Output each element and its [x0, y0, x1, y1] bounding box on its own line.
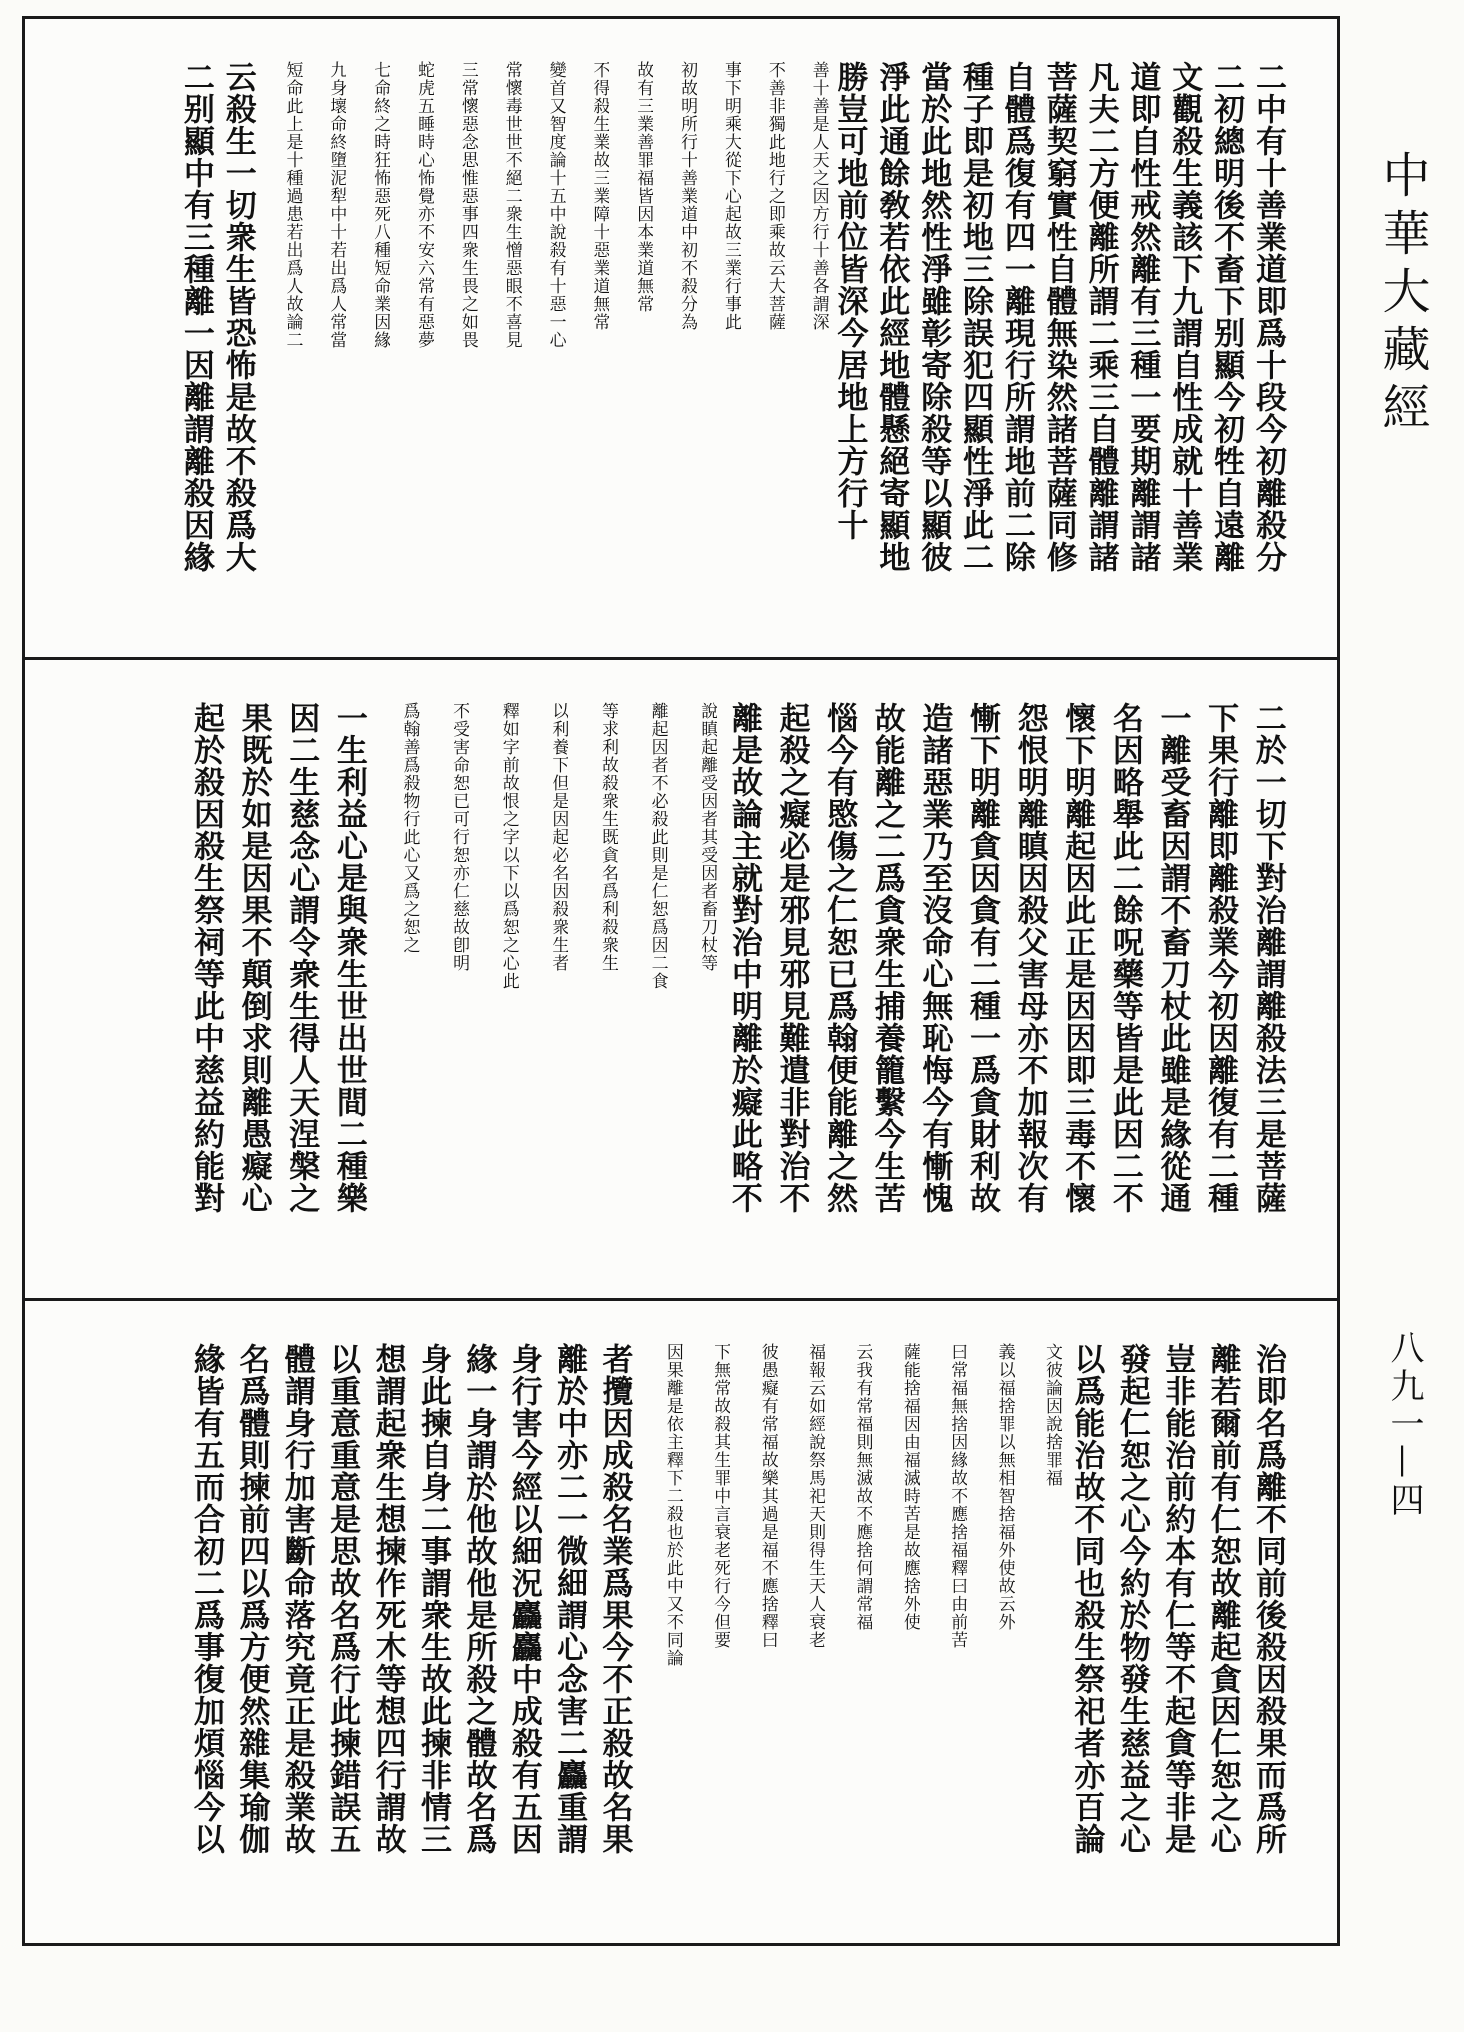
text-column: 惱今有愍傷之仁恕已爲翰便能離之然: [821, 702, 858, 1214]
commentary-column: 短命此上是十種過患若出爲人故論二: [282, 61, 303, 349]
commentary-column: 釋如字前故恨之字以下以爲恕之心此: [498, 702, 519, 990]
page-frame: [22, 16, 1340, 1946]
text-column: 一生利益心是與衆生世出世間二種樂: [330, 702, 367, 1214]
commentary-column: 不得殺生業故三業障十惡業道無常: [589, 61, 610, 331]
commentary-column: 以利養下但是因起必名因殺衆生者: [548, 702, 569, 972]
commentary-column: 三常懷惡念思惟惡事四衆生畏之如畏: [457, 61, 478, 349]
commentary-column: 爲翰善爲殺物行此心又爲之恕之: [399, 702, 420, 954]
text-column: 云殺生一切衆生皆恐怖是故不殺爲大: [219, 61, 256, 573]
text-columns: [175, 61, 1289, 627]
text-column: 二别顯中有三種離一因離謂離殺因緣: [177, 61, 214, 573]
text-column: 身此揀自身二事謂衆生故此揀非情三: [414, 1343, 451, 1855]
text-column: 一離受畜因謂不畜刀杖此雖是緣從通: [1154, 702, 1191, 1214]
text-column: 淨此通餘敎若依此經地體懸絕寄顯地: [873, 61, 910, 573]
text-column: 道即自性戒然離有三種一要期離謂諸: [1124, 61, 1161, 573]
text-column: 菩薩契窮實性自體無染然諸菩薩同修: [1040, 61, 1077, 573]
commentary-column: 文彼論因說捨罪福: [1042, 1343, 1063, 1487]
text-column: 當於此地然性淨雖彰寄除殺等以顯彼: [915, 61, 952, 573]
commentary-column: 因果離是依主釋下二殺也於此中又不同論: [662, 1343, 683, 1667]
commentary-column: 彼愚癡有常福故樂其過是福不應捨釋曰: [757, 1343, 778, 1649]
text-column: 凡夫二方便離所謂二乘三自體離謂諸: [1082, 61, 1119, 573]
page-header-title: 中華大藏經: [1374, 150, 1430, 440]
commentary-column: 事下明乘大從下心起故三業行事此: [720, 61, 741, 331]
commentary-column: 等求利故殺衆生既貪名爲利殺衆生: [598, 702, 618, 972]
text-column: 體謂身行加害斷命落究竟正是殺業故: [278, 1343, 315, 1855]
text-column: 名因略舉此二餘呪藥等皆是此因二不: [1106, 702, 1143, 1214]
commentary-column: 變首又智度論十五中說殺有十惡一心: [545, 61, 566, 349]
text-panel-3: [25, 1301, 1337, 1943]
text-column: 緣一身謂於他故他是所殺之體故名爲: [460, 1343, 497, 1855]
commentary-column: 常懷毒世世不絕二衆生憎惡眼不喜見: [501, 61, 522, 349]
text-column: 豈非能治前約本有仁等不起貪等非是: [1159, 1343, 1196, 1855]
text-column: 故能離之二爲貪衆生捕養籠繫今生苦: [868, 702, 905, 1214]
text-column: 起於殺因殺生祭祠等此中慈益約能對: [188, 702, 224, 1214]
text-column: 果既於如是因果不顛倒求則離愚癡心: [235, 702, 272, 1214]
commentary-column: 故有三業善罪福皆因本業道無常: [633, 61, 654, 313]
text-columns: [185, 702, 1289, 1268]
text-column: 因二生慈念心謂令衆生得人天涅槃之: [283, 702, 320, 1214]
text-column: 緣皆有五而合初二爲事復加煩惱今以: [188, 1343, 224, 1855]
text-column: 自體爲復有四一離現行所謂地前二除: [998, 61, 1035, 573]
text-column: 怨恨明離瞋因殺父害母亦不加報次有: [1011, 702, 1048, 1214]
text-column: 下果行離即離殺業今初因離復有二種: [1202, 702, 1239, 1214]
text-column: 懷下明離起因此正是因因即三毒不懷: [1059, 702, 1096, 1214]
commentary-column: 下無常故殺其生罪中言衰老死行今但要: [710, 1343, 731, 1649]
text-column: 離於中亦二一微細謂心念害二麤重謂: [551, 1343, 588, 1855]
text-column: 治即名爲離不同前後殺因殺果而爲所: [1249, 1343, 1286, 1855]
commentary-column: 蛇虎五睡時心怖覺亦不安六常有惡夢: [414, 61, 435, 349]
commentary-column: 福報云如經說祭馬祀天則得生天人衰老: [805, 1343, 826, 1649]
commentary-column: 不受害命恕已可行恕亦仁慈故卽明: [449, 702, 470, 972]
text-column: 二中有十善業道即爲十段今初離殺分: [1249, 61, 1286, 573]
commentary-column: 說瞋起離受因者其受因者畜刀杖等: [697, 702, 718, 972]
text-column: 名爲體則揀前四以爲方便然雜集瑜伽: [233, 1343, 270, 1855]
text-column: 文觀殺生義該下九謂自性成就十善業: [1166, 61, 1203, 573]
text-columns: [185, 1343, 1289, 1913]
commentary-column: 初故明所行十善業道中初不殺分為: [677, 61, 698, 331]
commentary-column: 離起因者不必殺此則是仁恕爲因二食: [647, 702, 668, 990]
text-column: 發起仁恕之心今約於物發生慈益之心: [1113, 1343, 1150, 1855]
text-column: 種子即是初地三除誤犯四顯性淨此二: [957, 61, 994, 573]
commentary-column: 善十善是人天之因方行十善各謂深: [808, 61, 829, 331]
commentary-column: 不善非獨此地行之即乘故云大菩薩: [764, 61, 785, 331]
commentary-column: 曰常福無捨因緣故不應捨福釋曰由前苦: [947, 1343, 968, 1649]
commentary-column: 義以福捨罪以無相智捨福外使故云外: [994, 1343, 1015, 1631]
text-column: 以重意重意是思故名爲行此揀錯誤五: [324, 1343, 361, 1855]
commentary-column: 薩能捨福因由福滅時苦是故應捨外使: [899, 1343, 920, 1631]
commentary-column: 七命終之時狂怖惡死八種短命業因緣: [370, 61, 391, 349]
text-column: 起殺之癡必是邪見邪見難遣非對治不: [773, 702, 810, 1214]
text-column: 造諸惡業乃至沒命心無恥悔今有慚愧: [916, 702, 953, 1214]
text-column: 離是故論主就對治中明離於癡此略不: [725, 702, 762, 1214]
text-column: 想謂起衆生想揀作死木等想四行謂故: [369, 1343, 406, 1855]
text-panel-1: [25, 19, 1337, 660]
text-column: 二於一切下對治離謂離殺法三是菩薩: [1249, 702, 1286, 1214]
text-column: 身行害今經以細況麤麤中成殺有五因: [505, 1343, 542, 1855]
commentary-column: 云我有常福則無滅故不應捨何謂常福: [852, 1343, 873, 1631]
text-column: 勝豈可地前位皆深今居地上方行十: [831, 61, 868, 541]
text-column: 以爲能治故不同也殺生祭祀者亦百論: [1068, 1343, 1105, 1855]
text-column: 者攬因成殺名業爲果今不正殺故名果: [596, 1343, 633, 1855]
commentary-column: 九身壞命終墮泥犁中十若出爲人常當: [326, 61, 347, 349]
text-panel-2: [25, 660, 1337, 1301]
page-number: 八九一—四: [1384, 1330, 1424, 1520]
text-column: 離若爾前有仁恕故離起貪因仁恕之心: [1204, 1343, 1241, 1855]
text-column: 慚下明離貪因貪有二種一爲貪財利故: [964, 702, 1000, 1214]
text-column: 二初總明後不畜下别顯今初牲自遠離: [1208, 61, 1245, 573]
